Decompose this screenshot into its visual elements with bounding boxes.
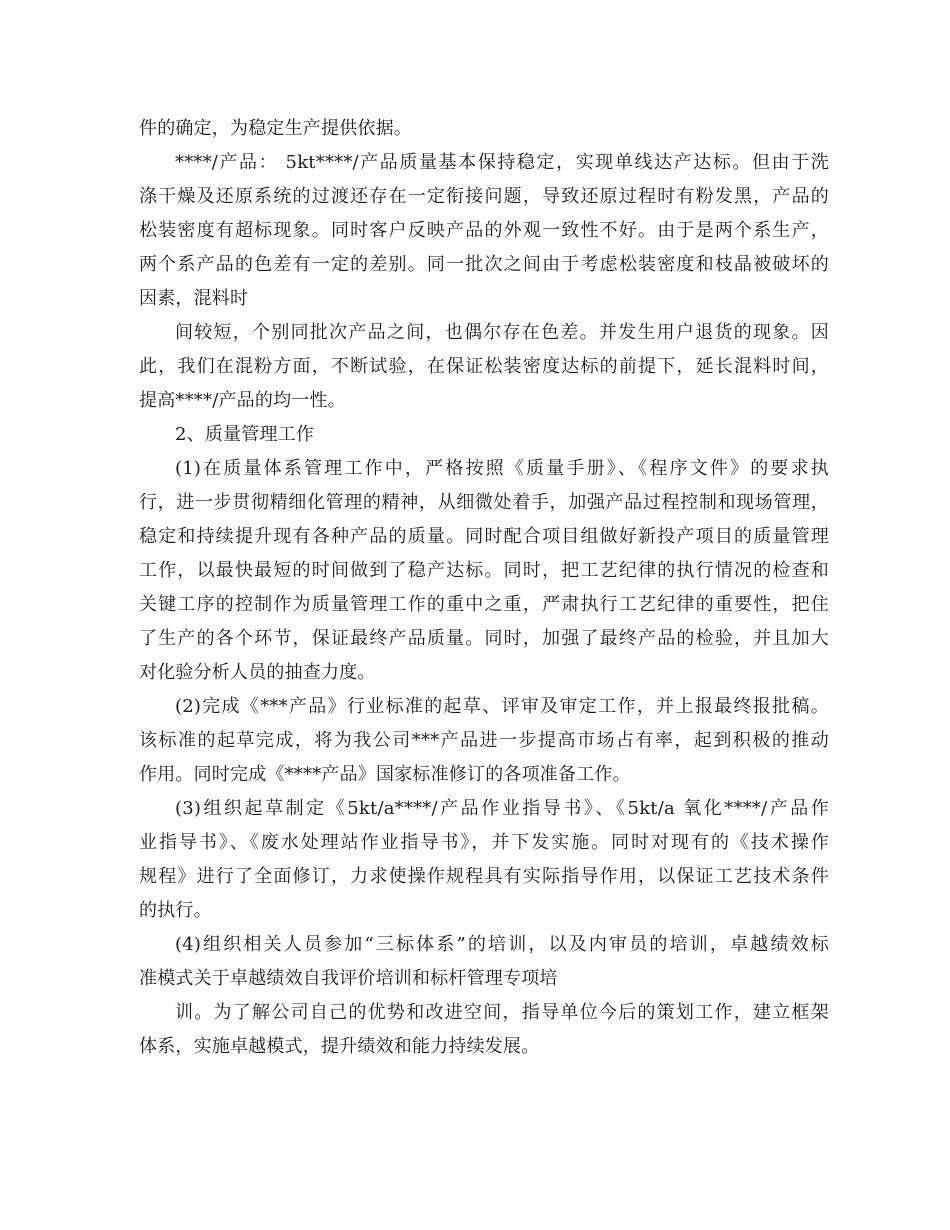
text-line: 规程》进行了全面修订，力求使操作规程具有实际指导作用，以保证工艺技术条件 <box>139 866 829 887</box>
text-line: 准模式关于卓越绩效自我评价培训和标杆管理专项培 <box>139 968 558 989</box>
text-line: 对化验分析人员的抽查力度。 <box>139 662 376 683</box>
section-heading: 2、质量管理工作 <box>175 424 315 445</box>
text-line: 了生产的各个环节，保证最终产品质量。同时，加强了最终产品的检验，并且加大 <box>139 628 829 649</box>
text-line: ****/产品： 5kt****/产品质量基本保持稳定，实现单线达产达标。但由于洗 <box>175 152 829 173</box>
text-line: 关键工序的控制作为质量管理工作的重中之重，严肃执行工艺纪律的重要性，把住 <box>139 594 829 615</box>
text-line: 业指导书》、《废水处理站作业指导书》，并下发实施。同时对现有的《技术操作 <box>139 832 829 853</box>
text-line: 稳定和持续提升现有各种产品的质量。同时配合项目组做好新投产项目的质量管理 <box>139 526 829 547</box>
text-line: 间较短，个别同批次产品之间，也偶尔存在色差。并发生用户退货的现象。因 <box>175 322 829 343</box>
text-line: 体系，实施卓越模式，提升绩效和能力持续发展。 <box>139 1036 540 1057</box>
text-line: 提高****/产品的均一性。 <box>139 390 346 411</box>
text-line: (4)组织相关人员参加“三标体系”的培训，以及内审员的培训，卓越绩效标 <box>175 934 829 955</box>
text-line: 该标准的起草完成，将为我公司***产品进一步提高市场占有率，起到积极的推动 <box>139 730 829 751</box>
text-line: 工作，以最快最短的时间做到了稳产达标。同时，把工艺纪律的执行情况的检查和 <box>139 560 829 581</box>
text-line: (3)组织起草制定《5kt/a****/产品作业指导书》、《5kt/a 氧化****/产品作 <box>175 798 829 819</box>
document-page <box>139 112 829 1064</box>
text-line: 涤干燥及还原系统的过渡还存在一定衔接问题，导致还原过程时有粉发黑，产品的 <box>139 186 829 207</box>
text-line: (1)在质量体系管理工作中，严格按照《质量手册》、《程序文件》的要求执 <box>175 458 829 479</box>
text-line: 的执行。 <box>139 900 212 921</box>
text-line: 因素，混料时 <box>139 288 249 309</box>
text-line: 行，进一步贯彻精细化管理的精神，从细微处着手，加强产品过程控制和现场管理， <box>139 492 829 513</box>
text-line: 件的确定，为稳定生产提供依据。 <box>139 118 412 139</box>
text-line: 松装密度有超标现象。同时客户反映产品的外观一致性不好。由于是两个系生产， <box>139 220 829 241</box>
text-line: 训。为了解公司自己的优势和改进空间，指导单位今后的策划工作，建立框架 <box>175 1002 829 1023</box>
text-line: 作用。同时完成《****产品》国家标准修订的各项准备工作。 <box>139 764 631 785</box>
text-line: 两个系产品的色差有一定的差别。同一批次之间由于考虑松装密度和枝晶被破坏的 <box>139 254 829 275</box>
text-line: 此，我们在混粉方面，不断试验，在保证松装密度达标的前提下，延长混料时间， <box>139 356 829 377</box>
text-line: (2)完成《***产品》行业标准的起草、评审及审定工作，并上报最终报批稿。 <box>175 696 829 717</box>
